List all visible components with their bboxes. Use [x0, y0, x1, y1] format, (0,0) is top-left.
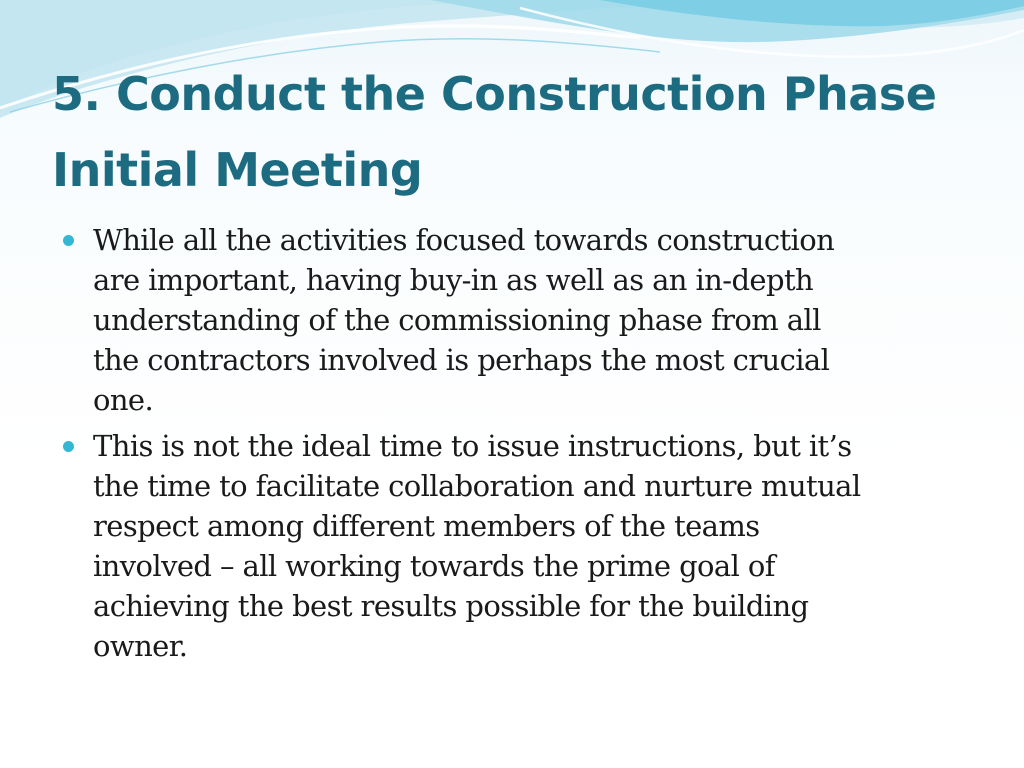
bullet-text-line: the contractors involved is perhaps the most crucial — [93, 343, 830, 377]
slide-title — [52, 56, 992, 208]
bullet-text-line: While all the activities focused towards construction — [93, 223, 835, 257]
bullet-dot-icon — [63, 441, 74, 452]
bullet-dot-icon — [63, 235, 74, 246]
bullet-text-line: respect among different members of the teams — [93, 509, 760, 543]
bullet-text-line: owner. — [93, 629, 188, 663]
bullet-text-line: one. — [93, 383, 154, 417]
bullet-text-line: achieving the best results possible for the building — [93, 589, 809, 623]
bullet-text-line: are important, having buy-in as well as an in-depth — [93, 263, 814, 297]
bullet-item — [60, 426, 980, 666]
bullet-text-line: understanding of the commissioning phase from all — [93, 303, 821, 337]
bullet-text-line: the time to facilitate collaboration and nurture mutual — [93, 469, 861, 503]
bullet-item — [60, 220, 980, 420]
slide-title-line: Initial Meeting — [52, 143, 423, 197]
slide-title-line: 5. Conduct the Construction Phase — [52, 67, 937, 121]
bullet-text-line: This is not the ideal time to issue instructions, but it’s — [93, 429, 852, 463]
bullet-text-line: involved – all working towards the prime goal of — [93, 549, 775, 583]
bullet-list — [60, 220, 980, 672]
